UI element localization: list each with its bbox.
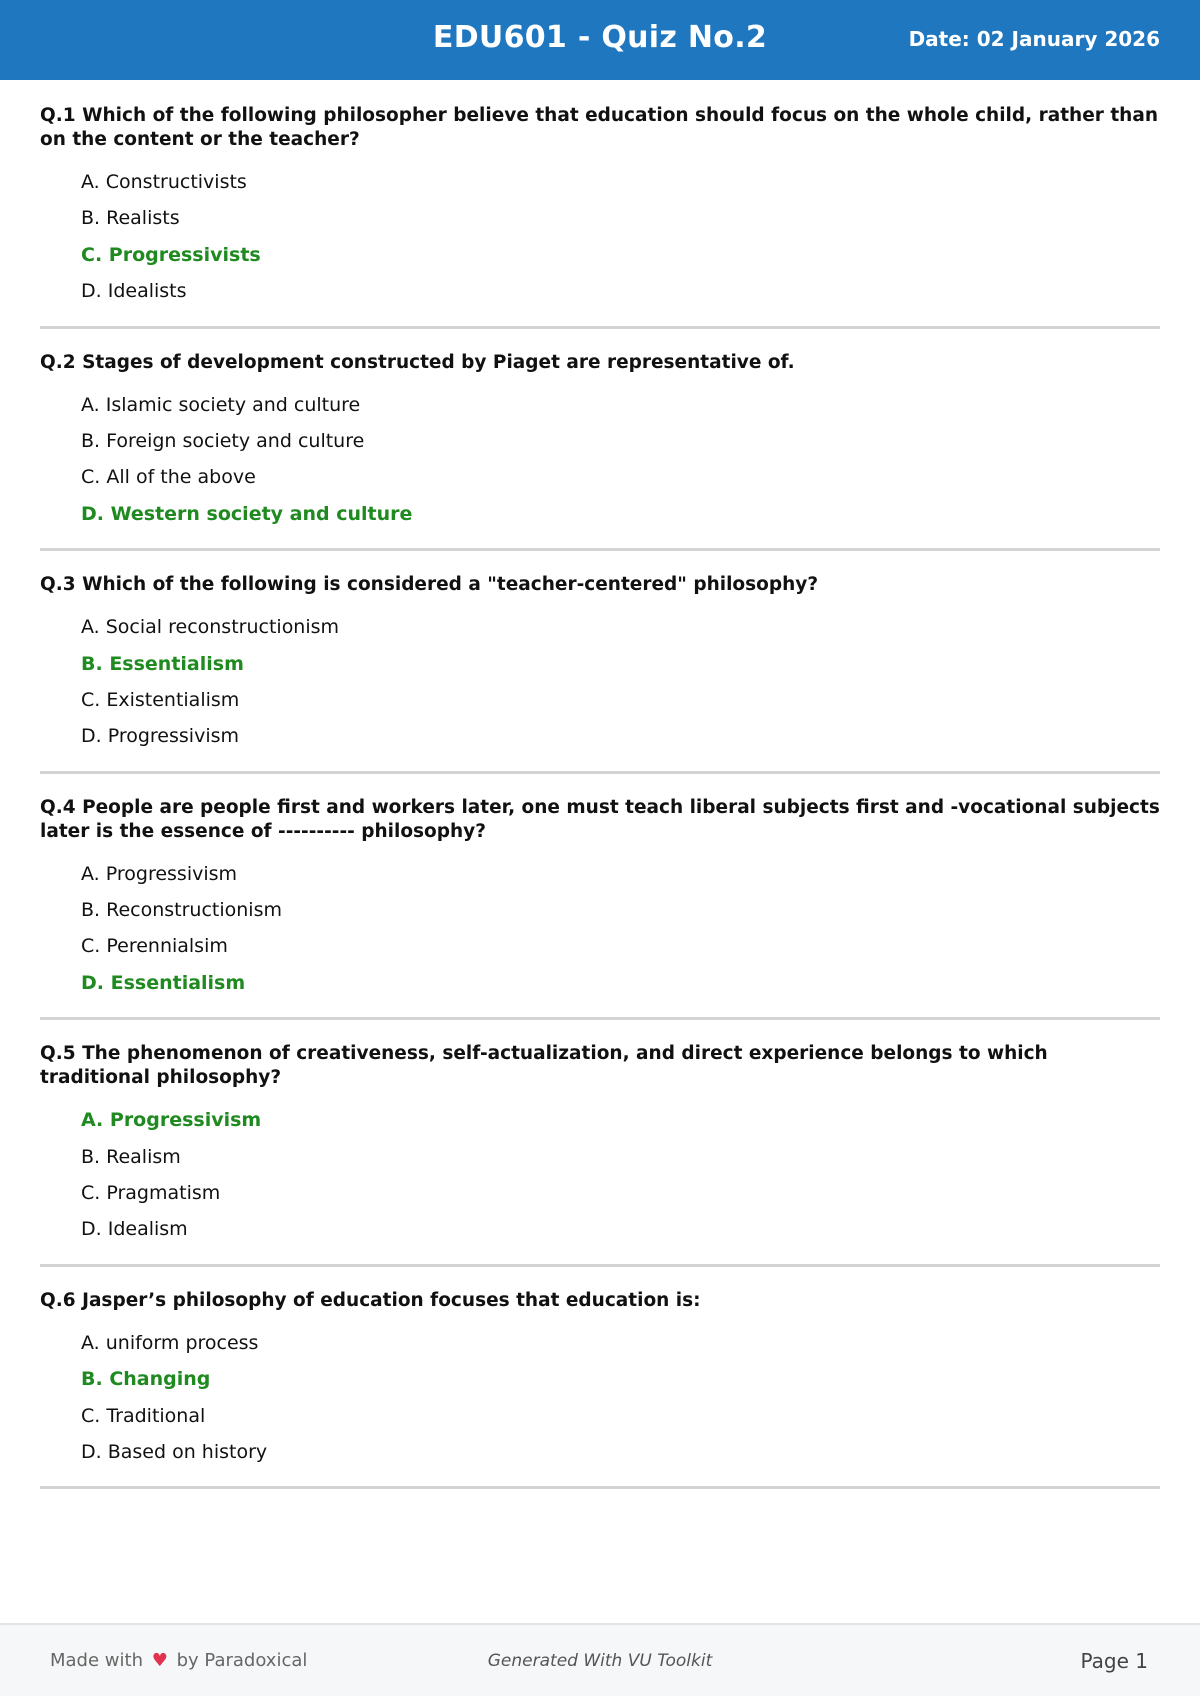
made-with-text: Made with: [50, 1650, 143, 1671]
option-item: C. Traditional: [81, 1404, 206, 1427]
page-header: [0, 0, 1200, 80]
option-item: A. Social reconstructionism: [81, 616, 340, 639]
options-list: [40, 1108, 1160, 1241]
correct-option-item: A. Progressivism: [81, 1109, 262, 1132]
correct-option-item: D. Western society and culture: [81, 502, 413, 525]
option-item: D. Progressivism: [81, 725, 240, 748]
options-list: [40, 862, 1160, 995]
question-text: Q.2 Stages of development constructed by Piaget are representative of.: [40, 351, 795, 373]
quiz-title: EDU601 - Quiz No.2: [432, 20, 768, 55]
options-list: [40, 1331, 1160, 1464]
options-list: [40, 393, 1160, 526]
option-item: C. Pragmatism: [81, 1182, 221, 1205]
option-item: A. uniform process: [81, 1331, 259, 1354]
option-item: A. Progressivism: [81, 862, 238, 885]
option-item: D. Idealists: [81, 280, 187, 303]
option-item: D. Idealism: [81, 1218, 188, 1241]
question-block: [40, 1289, 1160, 1490]
author-text: by Paradoxical: [176, 1650, 308, 1671]
option-item: B. Realists: [81, 207, 180, 230]
question-block: [40, 573, 1160, 774]
correct-option-item: D. Essentialism: [81, 971, 246, 994]
question-text: Q.5 The phenomenon of creativeness, self-actualization, and direct experience belongs to which traditional philosophy?: [40, 1043, 1048, 1089]
question-block: [40, 351, 1160, 552]
question-text: Q.4 People are people first and workers later, one must teach liberal subjects first and -vocational subjects later is the essence of ---------- philosophy?: [40, 796, 1160, 842]
option-item: B. Realism: [81, 1145, 181, 1168]
option-item: D. Based on history: [81, 1440, 268, 1463]
correct-option-item: C. Progressivists: [81, 243, 261, 266]
quiz-date: Date: 02 January 2026: [908, 27, 1160, 51]
generated-with-text: Generated With VU Toolkit: [487, 1651, 713, 1671]
options-list: [40, 615, 1160, 748]
question-block: [40, 1042, 1160, 1267]
option-item: A. Islamic society and culture: [81, 393, 361, 416]
question-text: Q.1 Which of the following philosopher believe that education should focus on the whole child, rather than on the content or the teacher?: [40, 105, 1159, 150]
question-block: [40, 104, 1160, 329]
question-text: Q.3 Which of the following is considered a "teacher-centered" philosophy?: [40, 574, 819, 596]
question-block: [40, 796, 1160, 1021]
correct-option-item: B. Changing: [81, 1368, 211, 1391]
option-item: A. Constructivists: [81, 171, 247, 193]
heart-icon: ♥: [151, 1650, 168, 1671]
option-item: C. Existentialism: [81, 688, 240, 711]
option-item: C. Perennialsim: [81, 935, 228, 958]
option-item: C. All of the above: [81, 466, 256, 489]
correct-option-item: B. Essentialism: [81, 652, 244, 675]
page-number: Page 1: [1080, 1649, 1148, 1673]
question-text: Q.6 Jasper’s philosophy of education focuses that education is:: [40, 1289, 701, 1311]
page-footer: [0, 1623, 1200, 1696]
options-list: [40, 170, 1160, 303]
quiz-content: [40, 104, 1160, 1511]
option-item: B. Reconstructionism: [81, 899, 282, 922]
option-item: B. Foreign society and culture: [81, 429, 365, 452]
